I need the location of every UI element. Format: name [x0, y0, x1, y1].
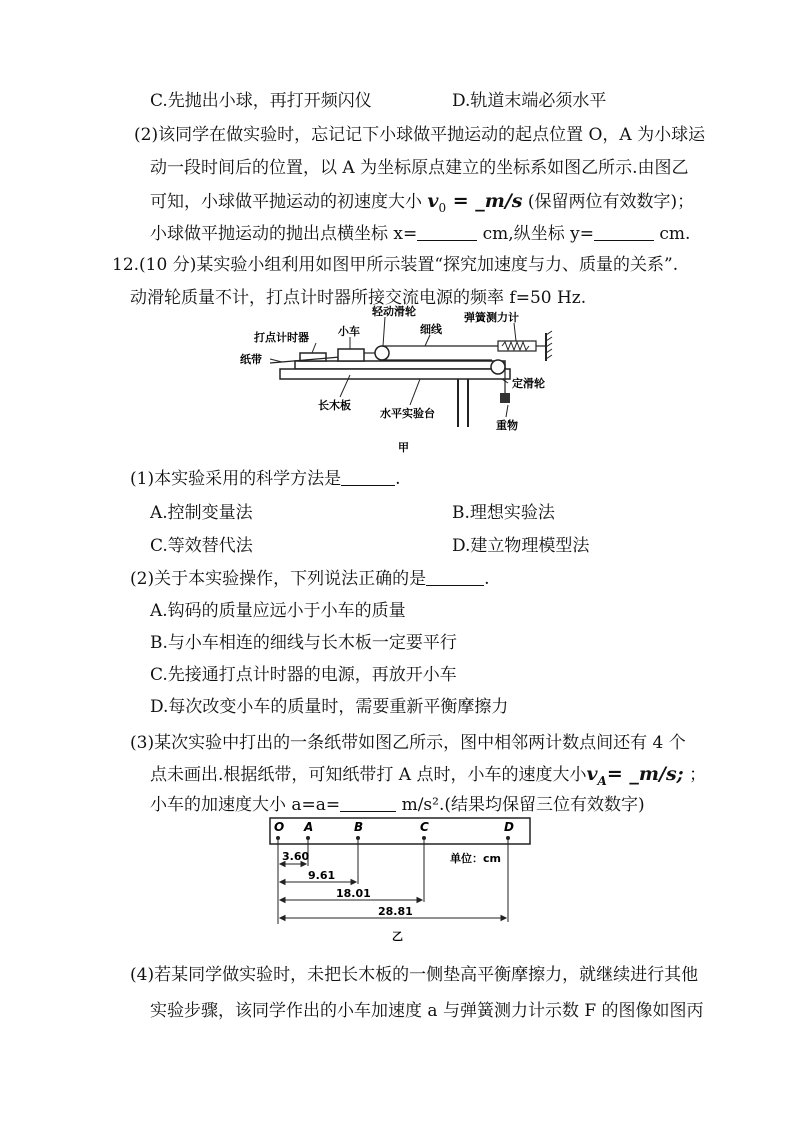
figure-caption-yi: 乙: [392, 930, 403, 943]
point-A: A: [304, 820, 314, 834]
label-long-board: 长木板: [318, 399, 351, 412]
part1-option-b: B.理想实验法: [452, 503, 555, 523]
point-D: D: [504, 820, 514, 834]
label-paper-tape: 纸带: [240, 353, 262, 366]
dist-OA: 3.60: [282, 850, 310, 863]
q12-header-line1: 12.(10 分)某实验小组利用如图甲所示装置“探究加速度与力、质量的关系”.: [112, 255, 679, 275]
q11-part2-line3: [150, 190, 694, 219]
apparatus-figure: [240, 305, 560, 455]
part2-answer-blank[interactable]: [426, 569, 484, 586]
q11-part2-line3-text: 可知，小球做平抛运动的初速度大小: [150, 192, 422, 212]
q12-part2-stem: (2)关于本实验操作，下列说法正确的是 .: [130, 569, 490, 589]
va-symbol: $v_A$: [586, 763, 607, 788]
q11-option-d: D.轨道末端必须水平: [452, 91, 607, 111]
v0-unit: m/s: [484, 190, 523, 212]
part1-option-c: C.等效替代法: [150, 536, 253, 556]
q12-part4-line1: (4)若某同学做实验时，未把长木板的一侧垫高平衡摩擦力，就继续进行其他: [130, 965, 699, 985]
point-C: C: [420, 820, 429, 834]
part1-option-a: A.控制变量法: [150, 503, 253, 523]
part1-option-d: D.建立物理模型法: [452, 536, 590, 556]
q12-part4-line2: 实验步骤，该同学作出的小车加速度 a 与弹簧测力计示数 F 的图像如图丙: [150, 1001, 704, 1021]
label-timer: 打点计时器: [254, 331, 309, 344]
paper-tape-figure: [268, 814, 532, 944]
v0-symbol: $v_0$: [427, 190, 447, 215]
label-fixed-pulley: 定滑轮: [512, 377, 545, 390]
label-weight: 重物: [496, 419, 518, 432]
q12-part3-line2: 点未画出.根据纸带，可知纸带打 A 点时，小车的速度大小$v_A=$ _m/s; ；: [150, 763, 707, 788]
q11-part2-line4: [150, 223, 690, 245]
cm-unit: cm.: [653, 224, 691, 244]
part2-option-b: B.与小车相连的细线与长木板一定要平行: [150, 633, 457, 653]
label-string: 细线: [420, 323, 442, 336]
point-B: B: [354, 820, 364, 834]
va-unit: m/s;: [638, 763, 684, 785]
q11-part2-line3-note: (保留两位有效数字)；: [527, 192, 695, 212]
label-cart: 小车: [338, 325, 360, 338]
part2-option-d: D.每次改变小车的质量时，需要重新平衡摩擦力: [150, 697, 509, 717]
v0-blank: = _: [446, 190, 485, 212]
dist-OB: 9.61: [308, 869, 336, 882]
label-lab-table: 水平实验台: [380, 407, 435, 420]
q11-part2-line1: (2)该同学在做实验时，忘记记下小球做平抛运动的起点位置 O，A 为小球运: [134, 125, 706, 145]
fixed-pulley: [491, 360, 505, 374]
label-spring-scale: 弹簧测力计: [464, 311, 519, 324]
part2-option-c: C.先接通打点计时器的电源，再放开小车: [150, 665, 457, 685]
q11-option-c: C.先抛出小球，再打开频闪仪: [150, 91, 372, 111]
q12-part1-stem: (1)本实验采用的科学方法是 .: [130, 469, 401, 489]
figure-caption-jia: 甲: [398, 441, 409, 454]
part2-option-a: A.钩码的质量应远小于小车的质量: [150, 601, 406, 621]
cart: [338, 349, 364, 361]
x-answer-blank[interactable]: [417, 224, 477, 241]
q12-header-line2: 动滑轮质量不计，打点计时器所接交流电源的频率 f=50 Hz.: [130, 288, 587, 308]
part1-answer-blank[interactable]: [341, 469, 395, 486]
q11-part2-line2: 动一段时间后的位置，以 A 为坐标原点建立的坐标系如图乙所示.由图乙: [150, 158, 689, 178]
y-answer-blank[interactable]: [594, 224, 654, 241]
lab-table-top: [280, 369, 510, 379]
y-coord-label: cm,纵坐标 y=: [477, 224, 594, 244]
label-movable-pulley: 轻动滑轮: [372, 305, 416, 318]
movable-pulley: [375, 346, 389, 360]
weight: [500, 393, 510, 403]
point-O: O: [274, 820, 285, 834]
acceleration-blank[interactable]: [340, 795, 396, 812]
long-board: [295, 361, 505, 369]
unit-label: 单位：cm: [450, 852, 501, 865]
va-blank: = _: [606, 763, 639, 785]
dist-OC: 18.01: [336, 887, 371, 900]
q12-part3-line3: 小车的加速度大小 a=a= m/s².(结果均保留三位有效数字): [150, 795, 645, 815]
x-coord-label: 小球做平抛运动的抛出点横坐标 x=: [150, 224, 418, 244]
q12-part3-line1: (3)某次实验中打出的一条纸带如图乙所示，图中相邻两计数点间还有 4 个: [130, 733, 686, 753]
dist-OD: 28.81: [378, 905, 413, 918]
